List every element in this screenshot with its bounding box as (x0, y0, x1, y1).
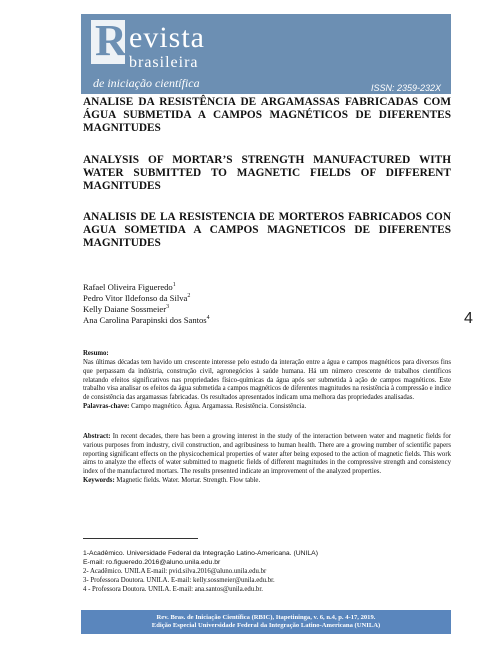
edition-line: Edição Especial Universidade Federal da Integração Latino-Americana (UNILA) (151, 622, 381, 629)
abstract-section (83, 433, 451, 486)
issn-label: ISSN: 2359-232X (370, 83, 441, 93)
author-item: Rafael Oliveira Figueredo$^1$ (83, 282, 176, 292)
resumo-heading: Resumo: (83, 350, 109, 357)
resumo-text: Nas últimas décadas tem havido um crescente interesse pelo estudo da interação entre a água e campos magnéticos para diversos fins que perpassam da indústria, construção civil, agronegócios à saúde humana. Há um número crescente de trabalhos científicos relatando efeitos significativos nas propriedades físico-químicas da água após ser submetida à ação de campos magnéticos. Este trabalho visa analisar os efeitos da água submetida a campos magnéticos de diferentes magnitudes na resistência à compressão e índice de consistência das argamassas fabricadas. Os resultados apresentados indicam uma melhora das propriedades analisadas. (83, 359, 451, 402)
author-list (83, 282, 210, 326)
journal-tagline: de iniciação científica (93, 76, 200, 90)
logo-letter: R (95, 16, 127, 65)
page-number: 4 (464, 310, 473, 327)
abstract-text: In recent decades, there has been a growing interest in the study of the interaction between water and magnetic fields for various purposes from industry, civil construction, and agribusiness to human health. There are a growing number of scientific papers reporting significant effects on the physicochemical properties of water after being exposed to the action of magnetic fields. This work aims to analyze the effects of water submitted to magnetic fields of different magnitudes in the compressive strength and consistency index of the manufactured mortars. The results presented indicate an improvement of the analyzed properties. (83, 433, 451, 476)
title-english: ANALYSIS OF MORTAR’S STRENGTH MANUFACTURED WITH WATER SUBMITTED TO MAGNETIC FIELDS OF DIFFERENT MAGNITUDES (83, 154, 451, 192)
author-item: Ana Carolina Parapinski dos Santos$^4$ (83, 315, 210, 325)
citation-footer (81, 610, 451, 634)
author-item: Kelly Daiane Sossmeier$^3$ (83, 304, 170, 314)
title-spanish: ANALISIS DE LA RESISTENCIA DE MORTEROS FABRICADOS CON AGUA SOMETIDA A CAMPOS MAGNETICOS DE DIFERENTES MAGNITUDES (83, 211, 451, 249)
author-item: Pedro Vitor Ildefonso da Silva$^2$ (83, 293, 191, 303)
abstract-keywords: Keywords: Magnetic fields. Water. Mortar. Strength. Flow table. (83, 476, 261, 484)
journal-subtitle: brasileira (129, 54, 199, 71)
resumo-keywords: Palavras-chave: Campo magnético. Água. Argamassa. Resistência. Consistência. (83, 402, 307, 410)
footnote-item: 2- Acadêmico. UNILA E-mail: pvid.silva.2016@aluno.unila.edu.br (83, 567, 267, 575)
footnote-item: E-mail: ro.figueredo.2016@aluno.unila.edu.br (83, 558, 221, 566)
footnote-item: 1-Acadêmico. Universidade Federal da Integração Latino-Americana. (UNILA) (83, 550, 318, 557)
footnotes (83, 550, 318, 595)
abstract-label: Abstract: (83, 433, 111, 440)
title-portuguese: ANALISE DA RESISTÊNCIA DE ARGAMASSAS FABRICADAS COM ÁGUA SUBMETIDA A CAMPOS MAGNÉTICOS DE DIFERENTES MAGNITUDES (83, 96, 451, 134)
journal-title: evista (129, 21, 205, 54)
journal-banner (81, 14, 451, 94)
resumo-section (83, 359, 451, 412)
footnote-item: 3- Professora Doutora. UNILA. E-mail: kelly.sossmeier@unila.edu.br. (83, 576, 275, 584)
footnote-item: 4 - Professora Doutora. UNILA. E-mail: ana.santos@unila.edu.br. (83, 585, 263, 593)
citation-line: Rev. Bras. de Iniciação Científica (RBIC), Itapetininga, v. 6, n.4, p. 4-17, 2019. (156, 614, 376, 621)
footnote-divider (83, 538, 198, 539)
